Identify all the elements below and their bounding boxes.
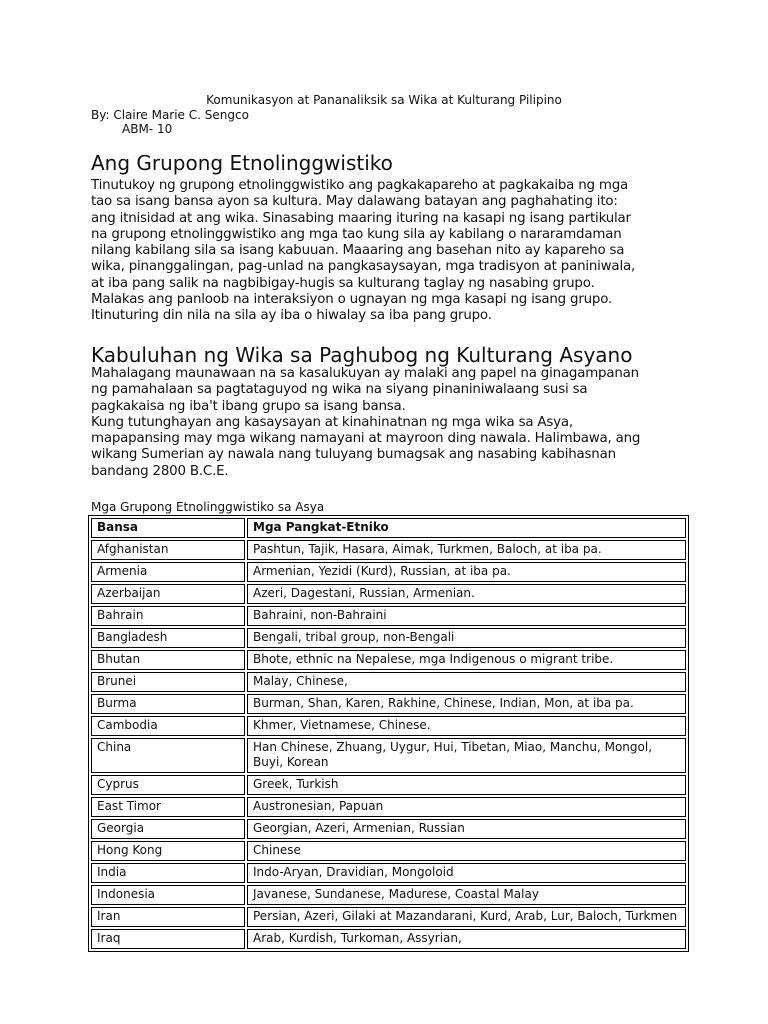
course-title — [0, 92, 768, 108]
ethnic-groups-cell: Austronesian, Papuan — [247, 797, 686, 817]
country-cell: Georgia — [91, 819, 245, 839]
table-row — [91, 584, 686, 604]
table-row — [91, 540, 686, 560]
country-cell: Bhutan — [91, 650, 245, 670]
column-header-bansa: Bansa — [91, 518, 245, 538]
ethnic-groups-cell: Javanese, Sundanese, Madurese, Coastal Malay — [247, 885, 686, 905]
ethnic-groups-cell: Armenian, Yezidi (Kurd), Russian, at iba pa. — [247, 562, 686, 582]
country-cell: Indonesia — [91, 885, 245, 905]
paragraph-line: wika, pinanggalingan, pag-unlad na pangkasaysayan, mga tradisyon at paniniwala, — [91, 259, 636, 275]
table-row — [91, 885, 686, 905]
country-cell: Iraq — [91, 929, 245, 949]
country-cell: Azerbaijan — [91, 584, 245, 604]
ethnic-groups-cell: Greek, Turkish — [247, 775, 686, 795]
paragraph-line: Kung tutunghayan ang kasaysayan at kinahinatnan ng mga wika sa Asya, — [91, 414, 573, 430]
section-label: ABM- 10 — [122, 122, 173, 136]
table-caption: Mga Grupong Etnolinggwistiko sa Asya — [91, 500, 325, 514]
table-row — [91, 672, 686, 692]
ethnic-groups-cell: Malay, Chinese, — [247, 672, 686, 692]
paragraph-line: Malakas ang panloob na interaksiyon o ugnayan ng mga kasapi ng isang grupo. — [91, 292, 613, 308]
table-row — [91, 738, 686, 773]
author-line: By: Claire Marie C. Sengco — [91, 108, 249, 122]
country-cell: Burma — [91, 694, 245, 714]
heading-grupong-etnolinggwistiko: Ang Grupong Etnolinggwistiko — [91, 151, 393, 175]
table-row — [91, 628, 686, 648]
paragraph-kabuluhan — [91, 366, 681, 480]
table-row — [91, 716, 686, 736]
country-cell: Cyprus — [91, 775, 245, 795]
table-row — [91, 907, 686, 927]
paragraph-line: nilang kabilang sila sa isang kabuuan. Maaaring ang basehan nito ay kapareho sa — [91, 243, 625, 259]
ethnic-groups-cell: Khmer, Vietnamese, Chinese. — [247, 716, 686, 736]
paragraph-line: ang itnisidad at ang wika. Sinasabing maaring ituring na kasapi ng isang partikular — [91, 210, 631, 226]
ethnic-groups-table — [88, 515, 689, 952]
table-row — [91, 650, 686, 670]
paragraph-line: wikang Sumerian ay nawala nang tuluyang bumagsak ang nasabing kabihasnan — [91, 447, 616, 463]
table-row — [91, 819, 686, 839]
table-row — [91, 863, 686, 883]
ethnic-groups-cell: Indo-Aryan, Dravidian, Mongoloid — [247, 863, 686, 883]
country-cell: India — [91, 863, 245, 883]
table-row — [91, 606, 686, 626]
paragraph-line: pagkakaisa ng iba't ibang grupo sa isang bansa. — [91, 398, 406, 414]
ethnic-groups-cell: Chinese — [247, 841, 686, 861]
column-header-pangkat-etniko: Mga Pangkat-Etniko — [247, 518, 686, 538]
ethnic-groups-cell: Azeri, Dagestani, Russian, Armenian. — [247, 584, 686, 604]
table-row — [91, 797, 686, 817]
heading-kabuluhan-ng-wika: Kabuluhan ng Wika sa Paghubog ng Kulturang Asyano — [91, 343, 633, 367]
table-row — [91, 694, 686, 714]
paragraph-line: ng pamahalaan sa pagtataguyod ng wika na siyang pinaniniwalaang susi sa — [91, 382, 588, 398]
country-cell: Armenia — [91, 562, 245, 582]
country-cell: Afghanistan — [91, 540, 245, 560]
ethnic-groups-cell: Bengali, tribal group, non-Bengali — [247, 628, 686, 648]
ethnic-groups-cell: Persian, Azeri, Gilaki at Mazandarani, Kurd, Arab, Lur, Baloch, Turkmen — [247, 907, 686, 927]
paragraph-line: na grupong etnolinggwistiko ang mga tao kung sila ay kabilang o nararamdaman — [91, 226, 622, 242]
paragraph-line: Tinutukoy ng grupong etnolinggwistiko ang pagkakapareho at pagkakaiba ng mga — [91, 178, 628, 193]
country-cell: East Timor — [91, 797, 245, 817]
country-cell: Iran — [91, 907, 245, 927]
paragraph-line: tao sa isang bansa ayon sa kultura. May dalawang batayan ang paghahating ito: — [91, 194, 618, 210]
country-cell: Brunei — [91, 672, 245, 692]
course-title-text: Komunikasyon at Pananaliksik sa Wika at Kulturang Pilipino — [206, 93, 562, 107]
country-cell: Cambodia — [91, 716, 245, 736]
ethnic-groups-cell: Georgian, Azeri, Armenian, Russian — [247, 819, 686, 839]
table-row — [91, 775, 686, 795]
paragraph-line: bandang 2800 B.C.E. — [91, 463, 229, 479]
paragraph-etnolinggwistiko — [91, 178, 681, 325]
country-cell: Hong Kong — [91, 841, 245, 861]
ethnic-groups-cell: Bhote, ethnic na Nepalese, mga Indigenous o migrant tribe. — [247, 650, 686, 670]
ethnic-groups-cell: Bahraini, non-Bahraini — [247, 606, 686, 626]
ethnic-groups-cell: Arab, Kurdish, Turkoman, Assyrian, — [247, 929, 686, 949]
table-row — [91, 562, 686, 582]
ethnic-groups-cell: Burman, Shan, Karen, Rakhine, Chinese, Indian, Mon, at iba pa. — [247, 694, 686, 714]
paragraph-line: mapapansing may mga wikang namayani at mayroon ding nawala. Halimbawa, ang — [91, 431, 641, 447]
table-header-row — [91, 518, 686, 538]
paragraph-line: at iba pang salik na nagbibigay-hugis sa kulturang taglay ng nasabing grupo. — [91, 275, 595, 291]
table-row — [91, 929, 686, 949]
paragraph-line: Mahalagang maunawaan na sa kasalukuyan ay malaki ang papel na ginagampanan — [91, 366, 639, 381]
ethnic-groups-cell: Pashtun, Tajik, Hasara, Aimak, Turkmen, Baloch, at iba pa. — [247, 540, 686, 560]
ethnic-groups-cell: Han Chinese, Zhuang, Uygur, Hui, Tibetan, Miao, Manchu, Mongol, Buyi, Korean — [247, 738, 686, 773]
table-row — [91, 841, 686, 861]
country-cell: Bahrain — [91, 606, 245, 626]
paragraph-line: Itinuturing din nila na sila ay iba o hiwalay sa iba pang grupo. — [91, 308, 492, 324]
country-cell: Bangladesh — [91, 628, 245, 648]
country-cell: China — [91, 738, 245, 773]
